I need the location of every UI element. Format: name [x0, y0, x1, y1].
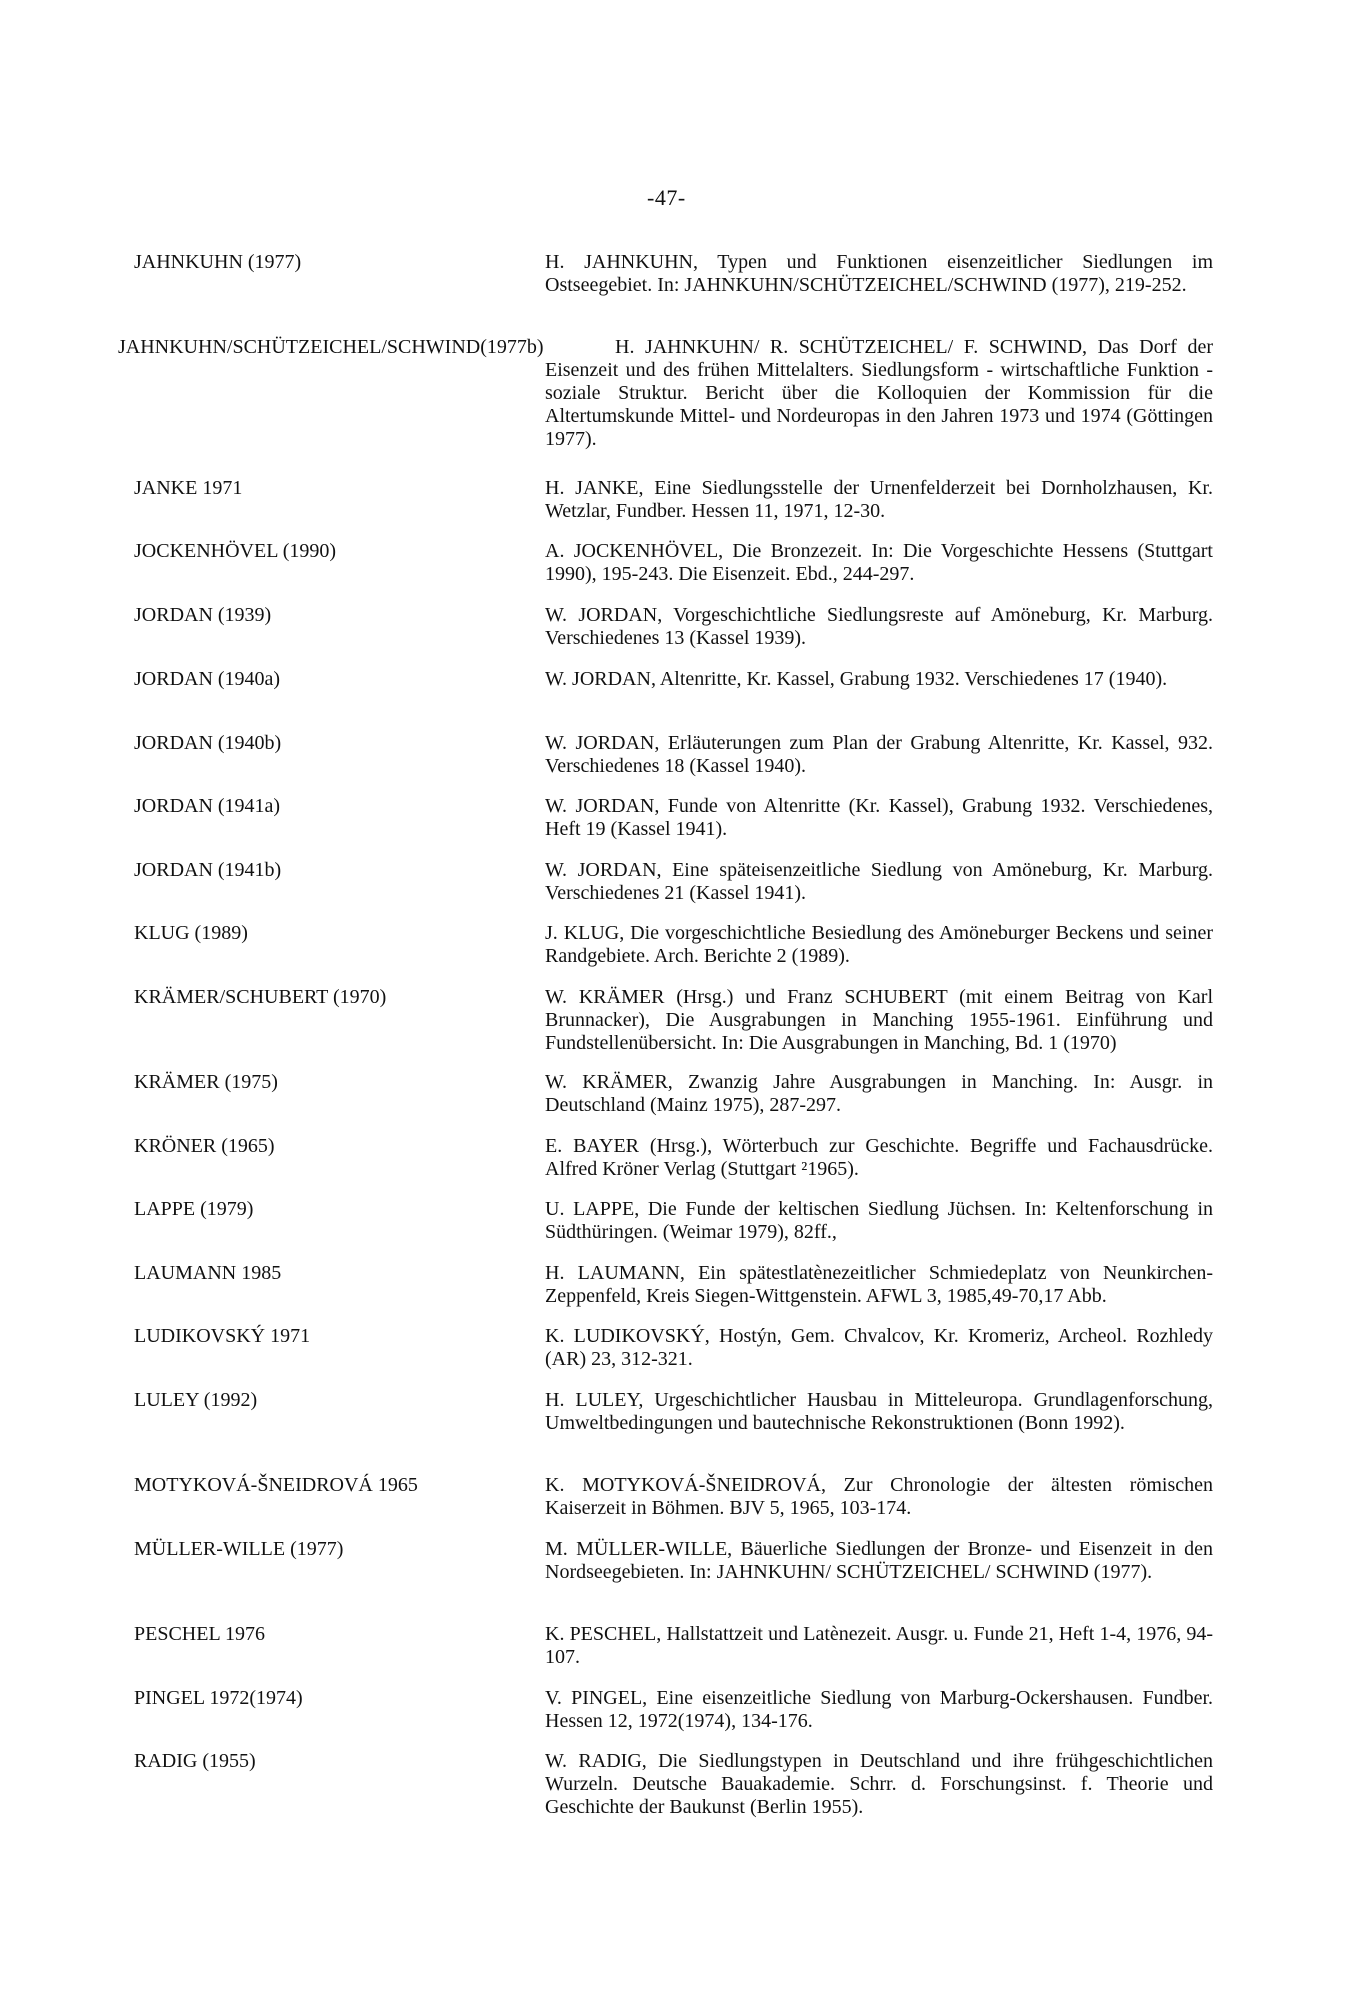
entry-text: H. JANKE, Eine Siedlungsstelle der Urnenfelderzeit bei Dornholzhausen, Kr. Wetzlar, Fundber. Hessen 11, 1971, 12-30.	[545, 477, 1213, 522]
entry-key: JORDAN (1941b)	[134, 859, 282, 881]
entry-key: JAHNKUHN/SCHÜTZEICHEL/SCHWIND(1977b)	[118, 336, 544, 358]
entry-text: E. BAYER (Hrsg.), Wörterbuch zur Geschichte. Begriffe und Fachausdrücke. Alfred Kröner Verlag (Stuttgart ²1965).	[545, 1135, 1213, 1180]
entry-text: W. KRÄMER (Hrsg.) und Franz SCHUBERT (mit einem Beitrag von Karl Brunnacker), Die Ausgrabungen in Manching 1955-1961. Einführung und Fundstellenübersicht. In: Die Ausgrabungen in Manching, Bd. 1 (1970)	[545, 986, 1213, 1054]
entry-key: RADIG (1955)	[134, 1750, 256, 1772]
entry-key: JANKE 1971	[134, 477, 243, 499]
entry-key: KRÄMER/SCHUBERT (1970)	[134, 986, 387, 1008]
entry-text: H. LAUMANN, Ein spätestlatènezeitlicher Schmiedeplatz von Neunkirchen-Zeppenfeld, Kreis Siegen-Wittgenstein. AFWL 3, 1985,49-70,17 Abb.	[545, 1262, 1213, 1307]
entry-key: LUDIKOVSKÝ 1971	[134, 1325, 311, 1347]
entry-text: K. PESCHEL, Hallstattzeit und Latènezeit. Ausgr. u. Funde 21, Heft 1-4, 1976, 94-107.	[545, 1623, 1213, 1668]
entry-key: LAPPE (1979)	[134, 1198, 254, 1220]
entry-key: MOTYKOVÁ-ŠNEIDROVÁ 1965	[134, 1474, 418, 1496]
entry-text: W. JORDAN, Erläuterungen zum Plan der Grabung Altenritte, Kr. Kassel, 932. Verschiedenes 18 (Kassel 1940).	[545, 732, 1213, 777]
entry-text: K. LUDIKOVSKÝ, Hostýn, Gem. Chvalcov, Kr. Kromeriz, Archeol. Rozhledy (AR) 23, 312-321.	[545, 1325, 1213, 1370]
entry-text: H. LULEY, Urgeschichtlicher Hausbau in Mitteleuropa. Grundlagenforschung, Umweltbedingungen und bautechnische Rekonstruktionen (Bonn 1992).	[545, 1389, 1213, 1434]
entry-text: W. JORDAN, Altenritte, Kr. Kassel, Grabung 1932. Verschiedenes 17 (1940).	[545, 668, 1168, 690]
entry-text-body: H. JAHNKUHN/ R. SCHÜTZEICHEL/ F. SCHWIND, Das Dorf der Eisenzeit und des frühen Mittelalters. Siedlungsform - wirtschaftliche Funktion - soziale Struktur. Bericht über die Kolloquien der Kommission für die Altertumskunde Mittel- und Nordeuropas in den Jahren 1973 und 1974 (Göttingen 1977).	[545, 336, 1213, 450]
entry-text: A. JOCKENHÖVEL, Die Bronzezeit. In: Die Vorgeschichte Hessens (Stuttgart 1990), 195-243. Die Eisenzeit. Ebd., 244-297.	[545, 540, 1213, 585]
entry-key: PINGEL 1972(1974)	[134, 1687, 303, 1709]
entry-key: PESCHEL 1976	[134, 1623, 265, 1645]
entry-text: W. JORDAN, Eine späteisenzeitliche Siedlung von Amöneburg, Kr. Marburg. Verschiedenes 21 (Kassel 1941).	[545, 859, 1213, 904]
entry-key: KLUG (1989)	[134, 922, 248, 944]
entry-key: JORDAN (1940a)	[134, 668, 281, 690]
entry-key: LAUMANN 1985	[134, 1262, 282, 1284]
entry-key: JAHNKUHN (1977)	[134, 251, 302, 273]
entry-text: K. MOTYKOVÁ-ŠNEIDROVÁ, Zur Chronologie der ältesten römischen Kaiserzeit in Böhmen. BJV 5, 1965, 103-174.	[545, 1474, 1213, 1519]
entry-key: KRÖNER (1965)	[134, 1135, 275, 1157]
entry-text: H. JAHNKUHN, Typen und Funktionen eisenzeitlicher Siedlungen im Ostseegebiet. In: JAHNKUHN/SCHÜTZEICHEL/SCHWIND (1977), 219-252.	[545, 251, 1213, 296]
page-number: -47-	[647, 185, 686, 210]
entry-text: U. LAPPE, Die Funde der keltischen Siedlung Jüchsen. In: Keltenforschung in Südthüringen. (Weimar 1979), 82ff.,	[545, 1198, 1213, 1243]
entry-text: M. MÜLLER-WILLE, Bäuerliche Siedlungen der Bronze- und Eisenzeit in den Nordseegebieten. In: JAHNKUHN/ SCHÜTZEICHEL/ SCHWIND (1977).	[545, 1538, 1213, 1583]
entry-text: V. PINGEL, Eine eisenzeitliche Siedlung von Marburg-Ockershausen. Fundber. Hessen 12, 1972(1974), 134-176.	[545, 1687, 1213, 1732]
entry-text: W. KRÄMER, Zwanzig Jahre Ausgrabungen in Manching. In: Ausgr. in Deutschland (Mainz 1975), 287-297.	[545, 1071, 1213, 1116]
entry-key: MÜLLER-WILLE (1977)	[134, 1538, 344, 1560]
entry-key: KRÄMER (1975)	[134, 1071, 278, 1093]
entry-text	[545, 336, 1213, 451]
entry-text: W. JORDAN, Vorgeschichtliche Siedlungsreste auf Amöneburg, Kr. Marburg. Verschiedenes 13 (Kassel 1939).	[545, 604, 1213, 649]
entry-text: J. KLUG, Die vorgeschichtliche Besiedlung des Amöneburger Beckens und seiner Randgebiete. Arch. Berichte 2 (1989).	[545, 922, 1213, 967]
entry-key: JORDAN (1939)	[134, 604, 272, 626]
entry-text: W. RADIG, Die Siedlungstypen in Deutschland und ihre frühgeschichtlichen Wurzeln. Deutsche Bauakademie. Schrr. d. Forschungsinst. f. Theorie und Geschichte der Baukunst (Berlin 1955).	[545, 1750, 1213, 1818]
entry-key: JOCKENHÖVEL (1990)	[134, 540, 337, 562]
entry-text: W. JORDAN, Funde von Altenritte (Kr. Kassel), Grabung 1932. Verschiedenes, Heft 19 (Kassel 1941).	[545, 795, 1213, 840]
entry-key: LULEY (1992)	[134, 1389, 258, 1411]
entry-key: JORDAN (1940b)	[134, 732, 282, 754]
entry-key: JORDAN (1941a)	[134, 795, 281, 817]
